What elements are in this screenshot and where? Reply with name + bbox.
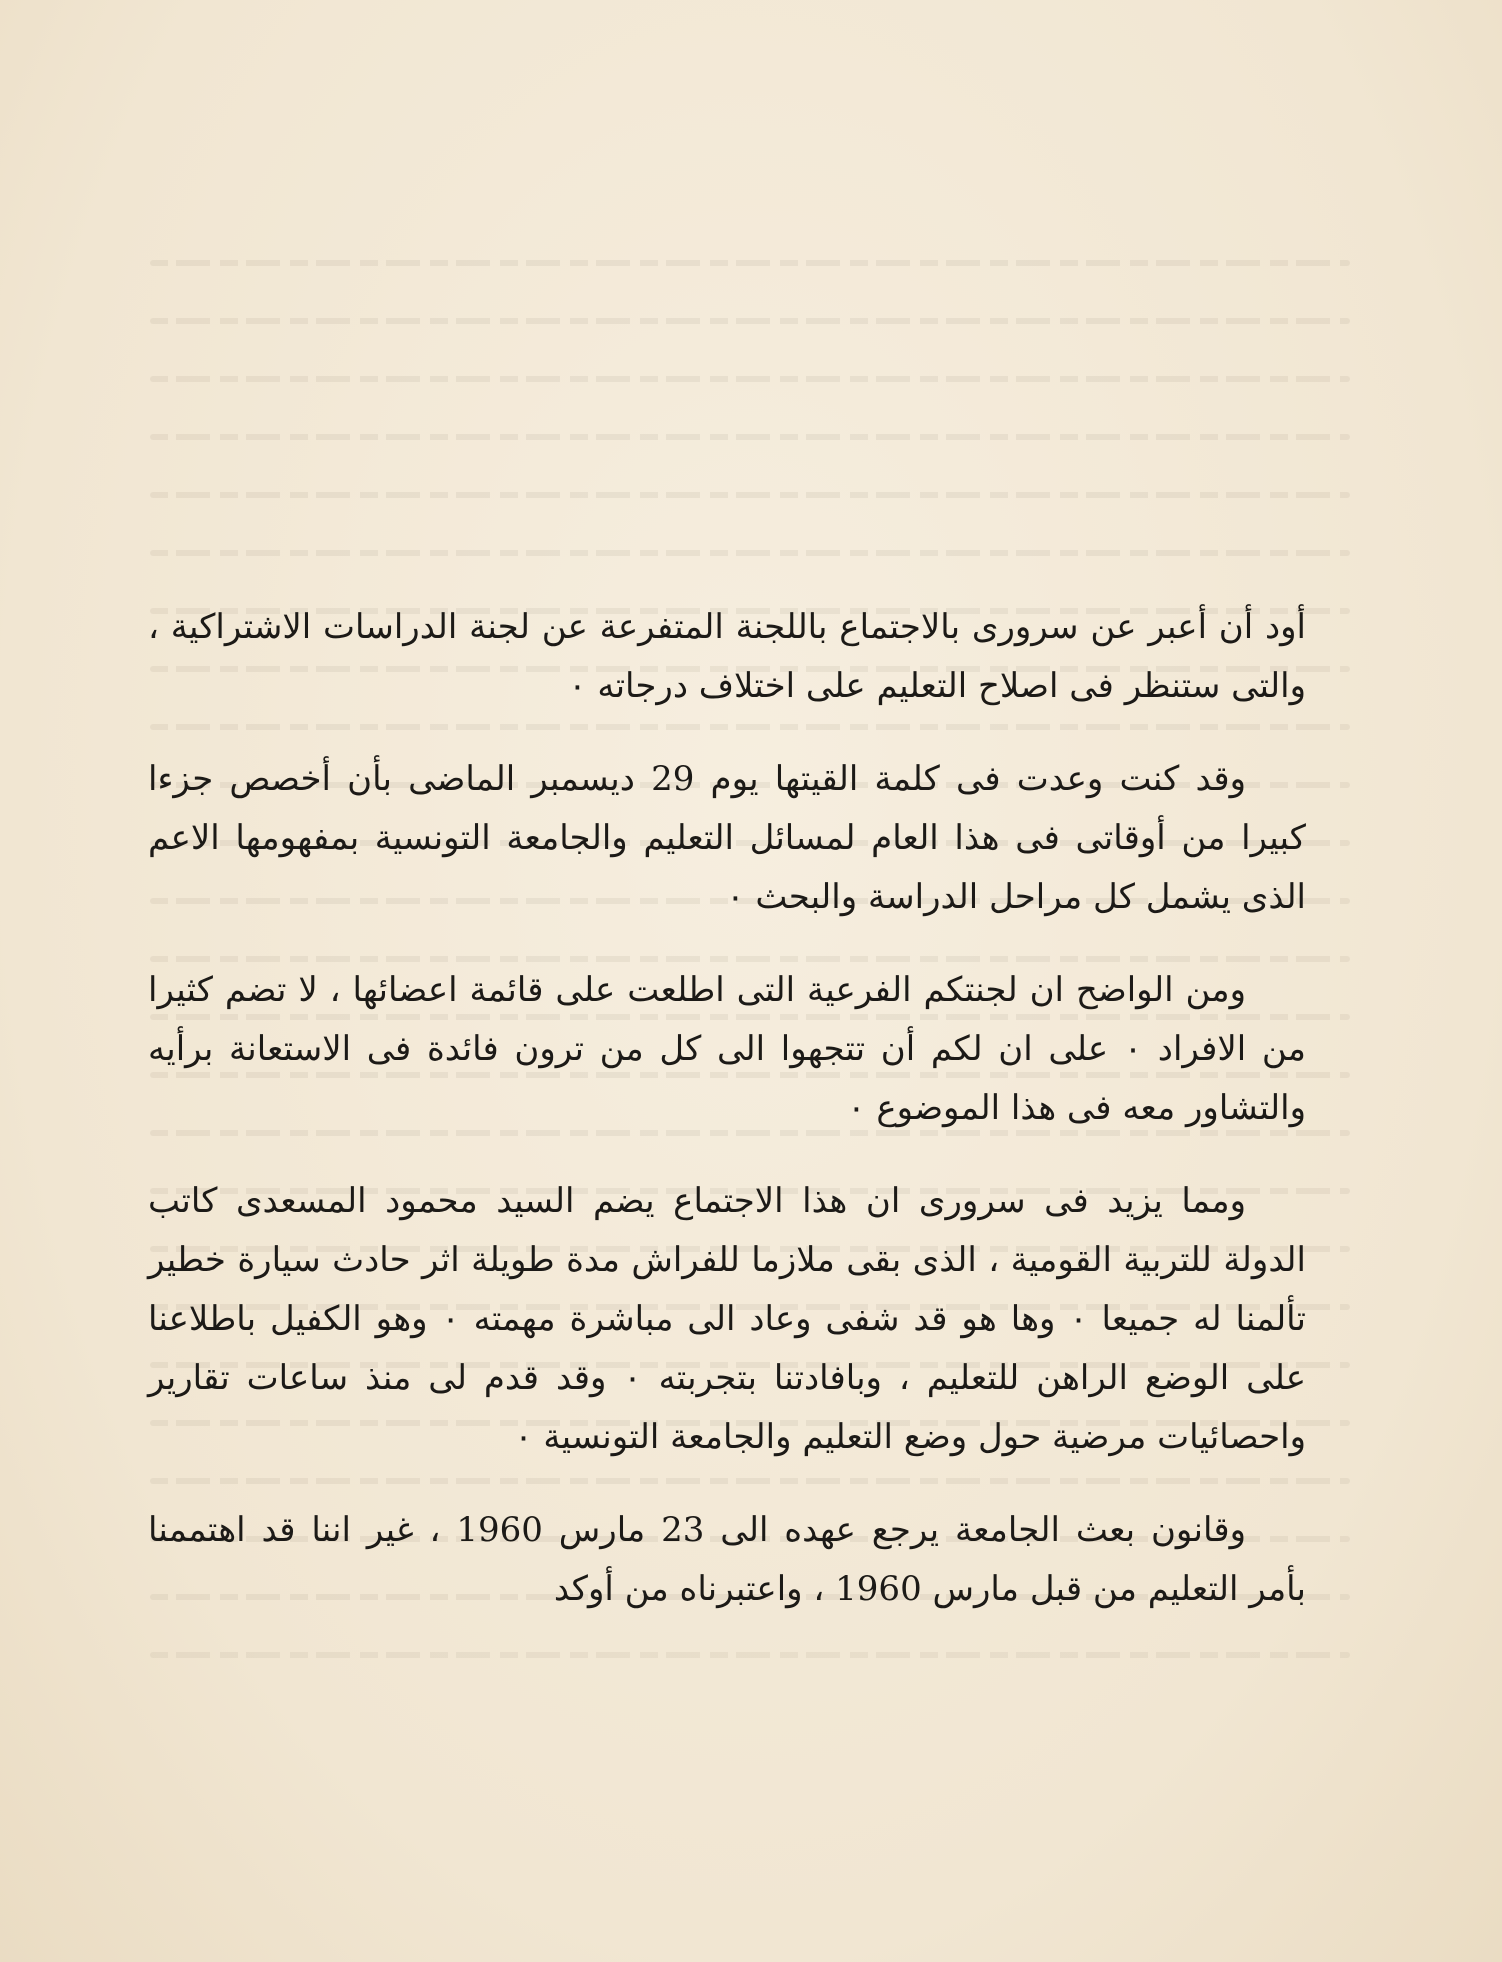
paragraph-4: ومما يزيد فى سرورى ان هذا الاجتماع يضم السيد محمود المسعدى كاتب الدولة للتربية القومية ، الذى بقى ملازما للفراش مدة طويلة اثر حادث سيارة خطير تألمنا له جميعا ٠ وها هو قد شفى وعاد الى مباشرة مهمته ٠ وهو الكفيل باطلاعنا على الوضع الراهن للتعليم ، وبافادتنا بتجربته ٠ وقد قدم لى منذ ساعات تقارير واحصائيات مرضية حول وضع التعليم والجامعة التونسية ٠ bbox=[148, 1181, 1307, 1457]
paragraph-1: أود أن أعبر عن سرورى بالاجتماع باللجنة المتفرعة عن لجنة الدراسات الاشتراكية ، والتى ستنظر فى اصلاح التعليم على اختلاف درجاته ٠ bbox=[148, 607, 1306, 706]
paragraph-5: وقانون بعث الجامعة يرجع عهده الى 23 مارس 1960 ، غير اننا قد اهتممنا بأمر التعليم من قبل مارس 1960 ، واعتبرناه من أوكد bbox=[148, 1510, 1306, 1609]
paragraph-3: ومن الواضح ان لجنتكم الفرعية التى اطلعت على قائمة اعضائها ، لا تضم كثيرا من الافراد ٠ على ان لكم أن تتجهوا الى كل من ترون فائدة فى الاستعانة برأيه والتشاور معه فى هذا الموضوع ٠ bbox=[148, 970, 1306, 1128]
body-text bbox=[148, 598, 1306, 1653]
paragraph-2: وقد كنت وعدت فى كلمة القيتها يوم 29 ديسمبر الماضى بأن أخصص جزءا كبيرا من أوقاتى فى هذا العام لمسائل التعليم والجامعة التونسية بمفهومها الاعم الذى يشمل كل مراحل الدراسة والبحث ٠ bbox=[148, 759, 1306, 917]
